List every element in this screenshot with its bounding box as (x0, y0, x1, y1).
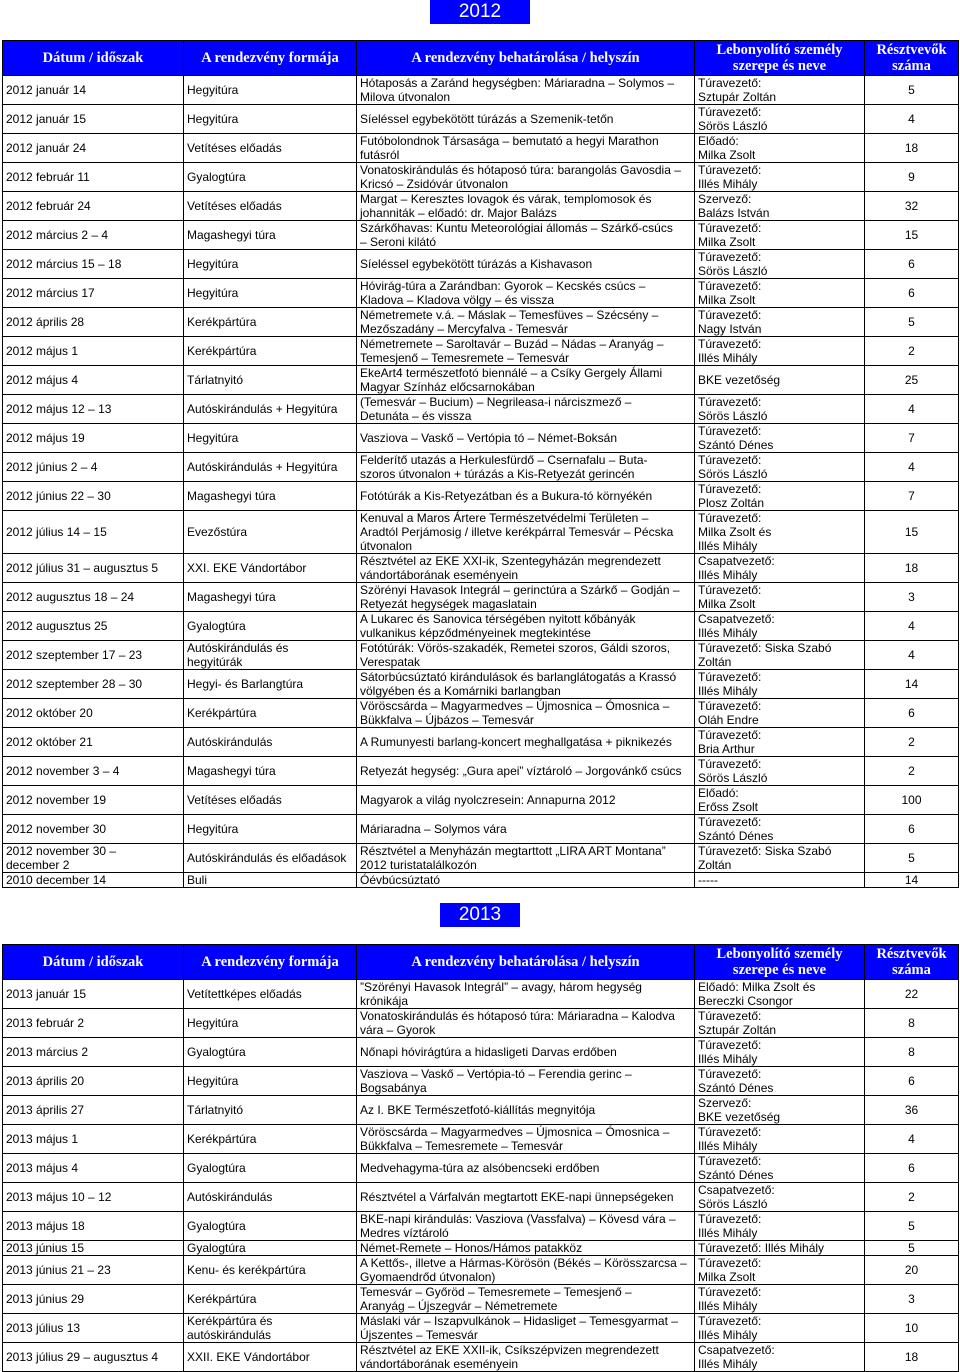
event-organizer: Túravezető: Illés Mihály (695, 163, 865, 192)
event-organizer: Túravezető: Illés Mihály (695, 337, 865, 366)
participant-count: 3 (865, 583, 959, 612)
table-row (3, 1241, 959, 1256)
table-row (3, 1009, 959, 1038)
participant-count: 10 (865, 1314, 959, 1343)
event-description: Óévbúcsúztató (357, 873, 695, 888)
table-row (3, 1285, 959, 1314)
event-date: 2012 augusztus 25 (3, 612, 184, 641)
participant-count: 6 (865, 699, 959, 728)
participant-count: 2 (865, 757, 959, 786)
event-date: 2012 június 2 – 4 (3, 453, 184, 482)
table-row (3, 1256, 959, 1285)
participant-count: 6 (865, 815, 959, 844)
event-date: 2013 június 29 (3, 1285, 184, 1314)
participant-count: 2 (865, 728, 959, 757)
table-row (3, 1183, 959, 1212)
table-row (3, 1125, 959, 1154)
event-date: 2012 szeptember 28 – 30 (3, 670, 184, 699)
table-row (3, 1096, 959, 1125)
event-description: Margat – Keresztes lovagok és várak, templomosok és johanniták – előadó: dr. Major Balázs (357, 192, 695, 221)
event-date: 2012 július 31 – augusztus 5 (3, 554, 184, 583)
event-date: 2013 február 2 (3, 1009, 184, 1038)
event-organizer: Túravezető: Illés Mihály (695, 670, 865, 699)
table-row (3, 76, 959, 105)
event-date: 2012 október 21 (3, 728, 184, 757)
event-description: A Rumunyesti barlang-koncert meghallgatása + piknikezés (357, 728, 695, 757)
participant-count: 6 (865, 250, 959, 279)
event-organizer: Szervező: Balázs István (695, 192, 865, 221)
event-organizer: Túravezető: Illés Mihály (695, 1125, 865, 1154)
event-organizer: Túravezető: Sztupár Zoltán (695, 1009, 865, 1038)
participant-count: 2 (865, 1183, 959, 1212)
event-description: Résztvétel az EKE XXII-ik, Csíkszépvizen megrendezett vándortáborának eseményein (357, 1343, 695, 1372)
table-row (3, 337, 959, 366)
event-description: Résztvétel a Várfalván megtartott EKE-napi ünnepségeken (357, 1183, 695, 1212)
table-row (3, 192, 959, 221)
event-type: Magashegyi túra (184, 583, 357, 612)
event-description: Szárkőhavas: Kuntu Meteorológiai állomás – Szárkő-csúcs – Seroni kilátó (357, 221, 695, 250)
event-organizer: Túravezető: Sörös László (695, 453, 865, 482)
table-row (3, 699, 959, 728)
event-description: A Kettős-, illetve a Hármas-Körösön (Békés – Körösszarcsa – Gyomaendrőd útvonalon) (357, 1256, 695, 1285)
event-date: 2012 szeptember 17 – 23 (3, 641, 184, 670)
participant-count: 15 (865, 511, 959, 554)
event-description: Vonatoskirándulás és hótaposó túra: Máriaradna – Kalodva vára – Gyorok (357, 1009, 695, 1038)
table-row (3, 786, 959, 815)
event-organizer: Túravezető: Illés Mihály (695, 1314, 865, 1343)
event-description: Vöröscsárda – Magyarmedves – Újmosnica – Ómosnica – Bükkfalva – Újbázos – Temesvár (357, 699, 695, 728)
event-type: Kerékpártúra (184, 337, 357, 366)
header-participants: Résztvevők száma (865, 945, 959, 980)
event-date: 2012 április 28 (3, 308, 184, 337)
event-date: 2012 május 1 (3, 337, 184, 366)
event-organizer: Túravezető: Illés Mihály (695, 1212, 865, 1241)
table-row (3, 873, 959, 888)
participant-count: 14 (865, 670, 959, 699)
event-type: Kerékpártúra és autóskirándulás (184, 1314, 357, 1343)
event-description: Hótaposás a Zaránd hegységben: Máriaradna – Solymos – Milova útvonalon (357, 76, 695, 105)
participant-count: 5 (865, 1241, 959, 1256)
event-date: 2010 december 14 (3, 873, 184, 888)
participant-count: 4 (865, 395, 959, 424)
event-type: Tárlatnyitó (184, 366, 357, 395)
event-date: 2013 január 15 (3, 980, 184, 1009)
event-organizer: Előadó: Milka Zsolt és Bereczki Csongor (695, 980, 865, 1009)
event-description: Vasziova – Vaskő – Vertópia tó – Német-Boksán (357, 424, 695, 453)
participant-count: 4 (865, 1125, 959, 1154)
event-type: Autóskirándulás + Hegyitúra (184, 453, 357, 482)
table-row (3, 612, 959, 641)
event-date: 2012 március 15 – 18 (3, 250, 184, 279)
participant-count: 6 (865, 279, 959, 308)
event-date: 2013 május 1 (3, 1125, 184, 1154)
event-date: 2013 április 20 (3, 1067, 184, 1096)
event-description: Résztvétel a Menyházán megtarttott „LIRA ART Montana” 2012 turistatalálkozón (357, 844, 695, 873)
participant-count: 15 (865, 221, 959, 250)
event-organizer: Túravezető: Milka Zsolt (695, 1256, 865, 1285)
event-description: Nőnapi hóvirágtúra a hidasligeti Darvas erdőben (357, 1038, 695, 1067)
participant-count: 7 (865, 482, 959, 511)
event-date: 2013 július 29 – augusztus 4 (3, 1343, 184, 1372)
event-type: Gyalogtúra (184, 1154, 357, 1183)
event-type: Autóskirándulás és hegyitúrák (184, 641, 357, 670)
header-type: A rendezvény formája (184, 41, 357, 76)
event-description: Vonatoskirándulás és hótaposó túra: barangolás Gavosdia – Kricsó – Zsidóvár útvonalon (357, 163, 695, 192)
event-type: Hegyitúra (184, 250, 357, 279)
participant-count: 6 (865, 1067, 959, 1096)
event-date: 2013 május 4 (3, 1154, 184, 1183)
event-description: Kenuval a Maros Ártere Természetvédelmi Területen – Aradtól Perjámosig / illetve kerékpárral Temesvár – Pécska útvonalon (357, 511, 695, 554)
event-date: 2013 július 13 (3, 1314, 184, 1343)
event-description: Fotótúrák a Kis-Retyezátban és a Bukura-tó környékén (357, 482, 695, 511)
event-description: Német-Remete – Honos/Hámos patakköz (357, 1241, 695, 1256)
table-row (3, 105, 959, 134)
event-date: 2012 március 2 – 4 (3, 221, 184, 250)
event-type: Hegyitúra (184, 1009, 357, 1038)
table-row (3, 554, 959, 583)
event-description: Szörényi Havasok Integrál – gerinctúra a Szárkő – Godján – Retyezát hegységek magaslatain (357, 583, 695, 612)
event-organizer: Túravezető: Sörös László (695, 105, 865, 134)
event-description: Síeléssel egybekötött túrázás a Kishavason (357, 250, 695, 279)
event-type: XXI. EKE Vándortábor (184, 554, 357, 583)
event-type: Vetítéses előadás (184, 192, 357, 221)
event-organizer: Túravezető: Sörös László (695, 395, 865, 424)
table-row (3, 279, 959, 308)
participant-count: 4 (865, 641, 959, 670)
header-description: A rendezvény behatárolása / helyszín (357, 945, 695, 980)
event-organizer: Túravezető: Oláh Endre (695, 699, 865, 728)
event-type: Gyalogtúra (184, 1241, 357, 1256)
table-row (3, 583, 959, 612)
participant-count: 5 (865, 308, 959, 337)
table-row (3, 757, 959, 786)
event-date: 2012 augusztus 18 – 24 (3, 583, 184, 612)
event-date: 2012 január 15 (3, 105, 184, 134)
table-row (3, 1212, 959, 1241)
table-header-row (3, 41, 959, 76)
table-row (3, 395, 959, 424)
table-row (3, 815, 959, 844)
event-description: Medvehagyma-túra az alsóbencseki erdőben (357, 1154, 695, 1183)
event-organizer: Túravezető: Milka Zsolt és Illés Mihály (695, 511, 865, 554)
event-organizer: Túravezető: Illés Mihály (695, 1241, 865, 1256)
event-date: 2012 február 24 (3, 192, 184, 221)
table-row (3, 980, 959, 1009)
table-row (3, 1154, 959, 1183)
event-description: Felderítő utazás a Herkulesfürdő – Csernafalu – Buta- szoros útvonalon + túrázás a Kis-Retyezát gerincén (357, 453, 695, 482)
event-type: Gyalogtúra (184, 1212, 357, 1241)
event-description: Máslaki vár – Iszapvulkánok – Hidasliget – Temesgyarmat – Újszentes – Temesvár (357, 1314, 695, 1343)
event-date: 2012 május 4 (3, 366, 184, 395)
events-table-2013 (2, 944, 959, 1372)
event-description: Sátorbúcsúztató kirándulások és barlanglátogatás a Krassó völgyében és a Komárniki barlangban (357, 670, 695, 699)
event-organizer: Túravezető: Sztupár Zoltán (695, 76, 865, 105)
event-organizer: Túravezető: Plosz Zoltán (695, 482, 865, 511)
event-type: Hegyitúra (184, 105, 357, 134)
event-organizer: Túravezető: Illés Mihály (695, 1285, 865, 1314)
participant-count: 18 (865, 1343, 959, 1372)
event-type: Hegyitúra (184, 279, 357, 308)
table-row (3, 1343, 959, 1372)
event-type: Hegyitúra (184, 424, 357, 453)
participant-count: 4 (865, 105, 959, 134)
event-date: 2013 június 15 (3, 1241, 184, 1256)
event-date: 2013 március 2 (3, 1038, 184, 1067)
event-description: Vasziova – Vaskő – Vertópia-tó – Ferendia gerinc – Bogsabánya (357, 1067, 695, 1096)
table-row (3, 308, 959, 337)
event-organizer: Túravezető: Sörös László (695, 757, 865, 786)
event-description: Résztvétel az EKE XXI-ik, Szentegyházán megrendezett vándortáborának eseményein (357, 554, 695, 583)
participant-count: 18 (865, 554, 959, 583)
event-description: Retyezát hegység: „Gura apei” víztároló – Jorgovánkő csúcs (357, 757, 695, 786)
event-description: Máriaradna – Solymos vára (357, 815, 695, 844)
event-description: Németremete – Saroltavár – Buzád – Nádas – Aranyág – Temesjenő – Temesremete – Temesvár (357, 337, 695, 366)
event-type: Hegyi- és Barlangtúra (184, 670, 357, 699)
participant-count: 3 (865, 1285, 959, 1314)
event-organizer: Túravezető: Szántó Dénes (695, 424, 865, 453)
table-row (3, 1314, 959, 1343)
event-date: 2013 április 27 (3, 1096, 184, 1125)
participant-count: 36 (865, 1096, 959, 1125)
event-type: Kerékpártúra (184, 308, 357, 337)
event-organizer: Túravezető: Milka Zsolt (695, 583, 865, 612)
event-type: Kenu- és kerékpártúra (184, 1256, 357, 1285)
event-date: 2012 január 24 (3, 134, 184, 163)
event-type: Autóskirándulás (184, 1183, 357, 1212)
participant-count: 32 (865, 192, 959, 221)
event-type: Magashegyi túra (184, 482, 357, 511)
event-type: Gyalogtúra (184, 163, 357, 192)
event-organizer: Csapatvezető: Illés Mihály (695, 554, 865, 583)
table-row (3, 424, 959, 453)
events-table-2012 (2, 40, 959, 888)
participant-count: 4 (865, 612, 959, 641)
event-date: 2012 november 19 (3, 786, 184, 815)
event-description: A Lukarec és Sanovica térségében nyitott kőbányák vulkanikus képződményeinek megtekintése (357, 612, 695, 641)
event-date: 2012 február 11 (3, 163, 184, 192)
header-date: Dátum / időszak (3, 945, 184, 980)
event-organizer: Túravezető: Szántó Dénes (695, 1067, 865, 1096)
event-organizer: ----- (695, 873, 865, 888)
event-date: 2013 május 10 – 12 (3, 1183, 184, 1212)
table-row (3, 1038, 959, 1067)
participant-count: 5 (865, 1212, 959, 1241)
participant-count: 22 (865, 980, 959, 1009)
event-date: 2012 november 30 – december 2 (3, 844, 184, 873)
event-description: Temesvár – Győröd – Temesremete – Temesjenő – Aranyág – Újszegvár – Németremete (357, 1285, 695, 1314)
table-row (3, 482, 959, 511)
event-type: Magashegyi túra (184, 221, 357, 250)
table-row (3, 670, 959, 699)
participant-count: 6 (865, 1154, 959, 1183)
participant-count: 20 (865, 1256, 959, 1285)
event-date: 2012 június 22 – 30 (3, 482, 184, 511)
participant-count: 9 (865, 163, 959, 192)
event-type: Gyalogtúra (184, 1038, 357, 1067)
event-organizer: Csapatvezető: Illés Mihály (695, 612, 865, 641)
event-date: 2012 március 17 (3, 279, 184, 308)
section-title-2013: 2013 (440, 903, 520, 927)
event-description: Futóbolondnok Társasága – bemutató a hegyi Marathon futásról (357, 134, 695, 163)
header-date: Dátum / időszak (3, 41, 184, 76)
table-row (3, 453, 959, 482)
table-row (3, 641, 959, 670)
event-date: 2012 november 30 (3, 815, 184, 844)
participant-count: 7 (865, 424, 959, 453)
event-organizer: Túravezető: Siska Szabó Zoltán (695, 641, 865, 670)
event-date: 2012 május 12 – 13 (3, 395, 184, 424)
event-date: 2012 október 20 (3, 699, 184, 728)
participant-count: 8 (865, 1009, 959, 1038)
table-row (3, 221, 959, 250)
event-type: Evezőstúra (184, 511, 357, 554)
header-organizer: Lebonyolító személy szerepe és neve (695, 945, 865, 980)
event-type: XXII. EKE Vándortábor (184, 1343, 357, 1372)
event-description: BKE-napi kirándulás: Vasziova (Vassfalva) – Kövesd vára – Medres víztároló (357, 1212, 695, 1241)
table-row (3, 250, 959, 279)
event-description: Az I. BKE Természetfotó-kiállítás megnyitója (357, 1096, 695, 1125)
participant-count: 5 (865, 76, 959, 105)
event-type: Hegyitúra (184, 76, 357, 105)
table-row (3, 844, 959, 873)
event-type: Kerékpártúra (184, 699, 357, 728)
participant-count: 2 (865, 337, 959, 366)
event-organizer: Túravezető: Milka Zsolt (695, 221, 865, 250)
participant-count: 100 (865, 786, 959, 815)
participant-count: 5 (865, 844, 959, 873)
event-organizer: Csapatvezető: Illés Mihály (695, 1343, 865, 1372)
event-organizer: BKE vezetőség (695, 366, 865, 395)
event-organizer: Túravezető: Szántó Dénes (695, 1154, 865, 1183)
event-description: Vöröscsárda – Magyarmedves – Újmosnica – Ómosnica – Bükkfalva – Temesremete – Temesvár (357, 1125, 695, 1154)
event-type: Buli (184, 873, 357, 888)
section-title-2012: 2012 (430, 0, 530, 24)
event-organizer: Túravezető: Szántó Dénes (695, 815, 865, 844)
event-type: Gyalogtúra (184, 612, 357, 641)
event-organizer: Túravezető: Bria Arthur (695, 728, 865, 757)
table-row (3, 134, 959, 163)
event-date: 2013 június 21 – 23 (3, 1256, 184, 1285)
event-date: 2012 január 14 (3, 76, 184, 105)
participant-count: 18 (865, 134, 959, 163)
event-organizer: Előadó: Erőss Zsolt (695, 786, 865, 815)
event-organizer: Túravezető: Siska Szabó Zoltán (695, 844, 865, 873)
event-type: Autóskirándulás és előadások (184, 844, 357, 873)
participant-count: 14 (865, 873, 959, 888)
event-type: Magashegyi túra (184, 757, 357, 786)
event-organizer: Túravezető: Nagy István (695, 308, 865, 337)
event-organizer: Túravezető: Milka Zsolt (695, 279, 865, 308)
header-participants: Résztvevők száma (865, 41, 959, 76)
event-type: Vetítettképes előadás (184, 980, 357, 1009)
event-type: Vetítéses előadás (184, 786, 357, 815)
header-organizer: Lebonyolító személy szerepe és neve (695, 41, 865, 76)
event-description: (Temesvár – Bucium) – Negrileasa-i nárciszmező – Detunáta – és vissza (357, 395, 695, 424)
table-row (3, 511, 959, 554)
event-type: Tárlatnyitó (184, 1096, 357, 1125)
table-row (3, 163, 959, 192)
event-organizer: Túravezető: Illés Mihály (695, 1038, 865, 1067)
participant-count: 25 (865, 366, 959, 395)
table-row (3, 728, 959, 757)
event-type: Autóskirándulás (184, 728, 357, 757)
participant-count: 8 (865, 1038, 959, 1067)
event-type: Autóskirándulás + Hegyitúra (184, 395, 357, 424)
event-organizer: Túravezető: Sörös László (695, 250, 865, 279)
event-organizer: Szervező: BKE vezetőség (695, 1096, 865, 1125)
table-row (3, 1067, 959, 1096)
event-description: Magyarok a világ nyolczresein: Annapurna 2012 (357, 786, 695, 815)
event-type: Hegyitúra (184, 815, 357, 844)
event-description: Síeléssel egybekötött túrázás a Szemenik-tetőn (357, 105, 695, 134)
event-description: Hóvirág-túra a Zarándban: Gyorok – Kecskés csúcs – Kladova – Kladova völgy – és vissza (357, 279, 695, 308)
event-organizer: Csapatvezető: Sörös László (695, 1183, 865, 1212)
event-date: 2012 november 3 – 4 (3, 757, 184, 786)
event-type: Kerékpártúra (184, 1125, 357, 1154)
event-type: Vetítéses előadás (184, 134, 357, 163)
table-row (3, 366, 959, 395)
event-date: 2013 május 18 (3, 1212, 184, 1241)
event-organizer: Előadó: Milka Zsolt (695, 134, 865, 163)
event-description: ”Szörényi Havasok Integrál” – avagy, három hegység krónikája (357, 980, 695, 1009)
header-description: A rendezvény behatárolása / helyszín (357, 41, 695, 76)
table-header-row (3, 945, 959, 980)
event-date: 2012 július 14 – 15 (3, 511, 184, 554)
event-description: Németremete v.á. – Máslak – Temesfüves – Szécsény – Mezőszadány – Mercyfalva - Temesvár (357, 308, 695, 337)
header-type: A rendezvény formája (184, 945, 357, 980)
event-type: Kerékpártúra (184, 1285, 357, 1314)
event-date: 2012 május 19 (3, 424, 184, 453)
event-description: Fotótúrák: Vörös-szakadék, Remetei szoros, Gáldi szoros, Verespatak (357, 641, 695, 670)
participant-count: 4 (865, 453, 959, 482)
event-type: Hegyitúra (184, 1067, 357, 1096)
event-description: EkeArt4 természetfotó biennálé – a Csíky Gergely Állami Magyar Színház előcsarnokában (357, 366, 695, 395)
